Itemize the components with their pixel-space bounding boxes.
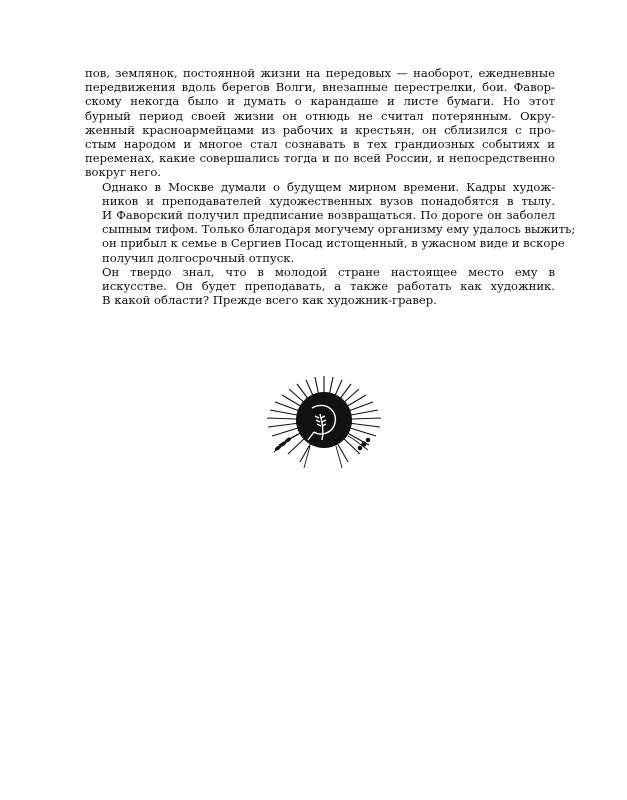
paragraph-3 [85,265,555,308]
paragraph-1 [85,66,555,180]
text-line: сыпным тифом. Только благодаря могучему организму ему удалось выжить; [102,222,576,237]
text-line: Он твердо знал, что в молодой стране настоящее место ему в [102,264,555,279]
sun-disc [296,392,352,448]
text-line: И Фаворский получил предписание возвращаться. По дороге он заболел [102,208,555,223]
text-line: пов, землянок, постоянной жизни на передовых — наоборот, ежедневные [85,66,555,80]
text-line: В какой области? Прежде всего как художник-гравер. [102,293,437,308]
text-line: бурный период своей жизни он отнюдь не считал потерянным. Окру- [85,108,555,123]
text-line: Однако в Москве думали о будущем мирном времени. Кадры худож- [102,179,555,194]
paragraph-2 [85,179,576,265]
text-line: ников и преподавателей художественных вузов понадобятся в тылу. [102,193,555,208]
text-line: стым народом и многое стал сознавать в тех грандиозных событиях и [85,137,555,152]
sun-vignette-icon [264,374,384,472]
text-line: вокруг него. [85,165,162,180]
text-line: женный красноармейцами из рабочих и крестьян, он сблизился с про- [85,122,555,137]
text-line: переменах, какие совершались тогда и по всей России, и непосредственно [85,151,555,166]
text-line: получил долгосрочный отпуск. [102,250,295,265]
text-line: скому некогда было и думать о карандаше и листе бумаги. Но этот [85,94,555,109]
text-line: искусстве. Он будет преподавать, а также работать как художник. [102,279,555,294]
text-line: он прибыл к семье в Сергиев Посад истощенный, в ужасном виде и вскоре [102,236,565,251]
body-text [85,66,576,308]
text-line: передвижения вдоль берегов Волги, внезапные перестрелки, бои. Фавор- [85,80,555,95]
